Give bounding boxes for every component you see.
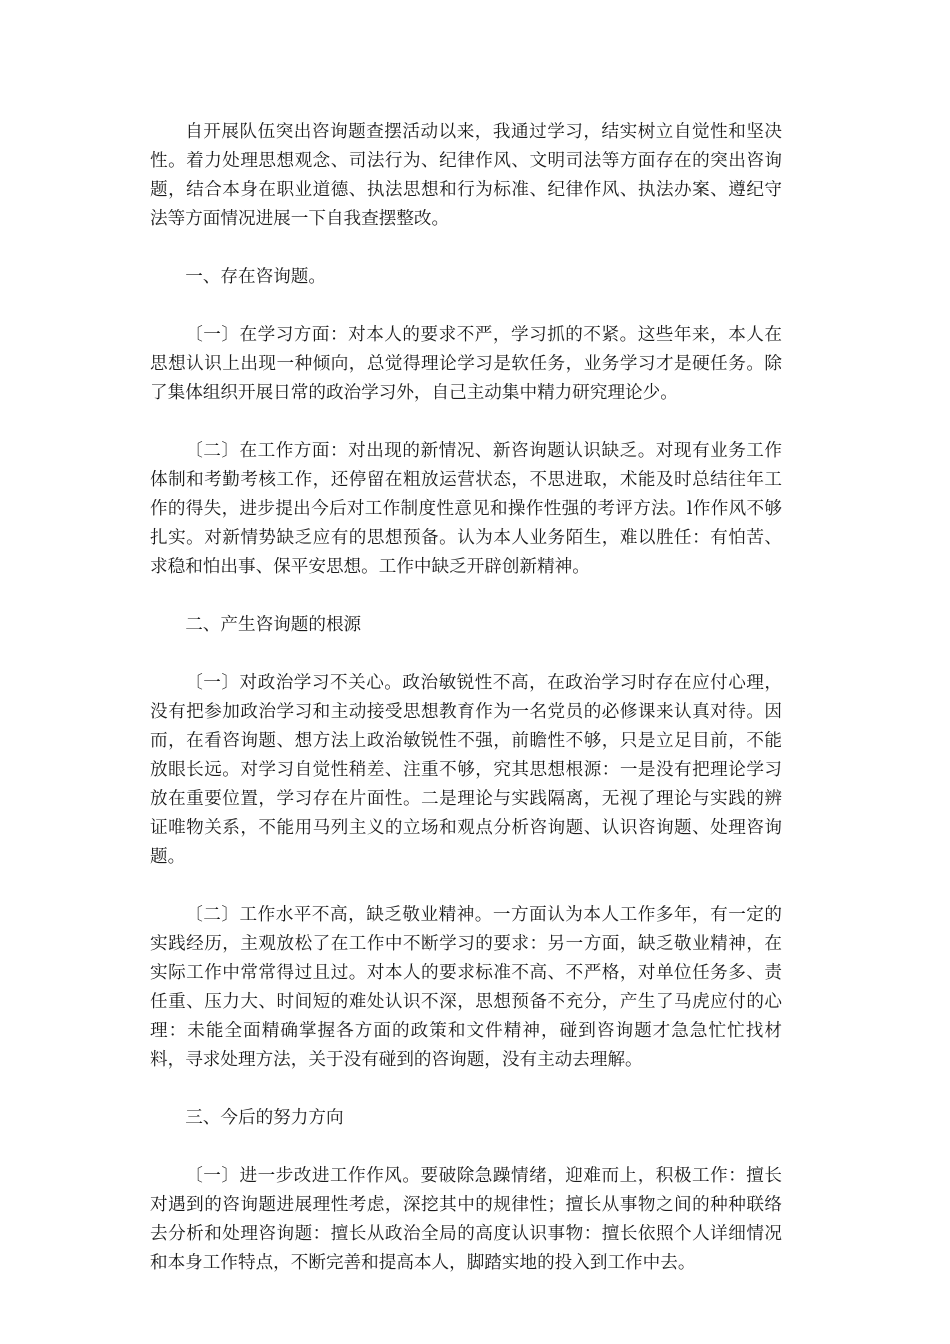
section-3-heading: 三、今后的努力方向 [185,1108,344,1128]
section-2-heading: 二、产生咨询题的根源 [185,615,362,635]
section-2-paragraph-2: 〔二〕工作水平不高，缺乏敬业精神。一方面认为本人工作多年，有一定的实践经历，主观放松了在工作中不断学习的要求：另一方面，缺乏敬业精神，在实际工作中常常得过且过。对本人的要求标准不高、不严格，对单位任务多、责任重、压力大、时间短的难处认识不深，思想预备不充分，产生了马虎应付的心理：未能全面精确掌握各方面的政策和文件精神，碰到咨询题才急急忙忙找材料，寻求处理方法，关于没有碰到的咨询题，没有主动去理解。 [150,905,782,1070]
intro-paragraph: 自开展队伍突出咨询题查摆活动以来，我通过学习，结实树立自觉性和坚决性。着力处理思想观念、司法行为、纪律作风、文明司法等方面存在的突出咨询题，结合本身在职业道德、执法思想和行为标准、纪律作风、执法办案、遵纪守法等方面情况进展一下自我查摆整改。 [150,122,782,229]
document-page [150,118,782,1307]
section-3-paragraph-1: 〔一〕进一步改进工作作风。要破除急躁情绪，迎难而上，积极工作：擅长对遇到的咨询题进展理性考虑，深挖其中的规律性；擅长从事物之间的种种联络去分析和处理咨询题：擅长从政治全局的高度认识事物：擅长依照个人详细情况和本身工作特点，不断完善和提高本人，脚踏实地的投入到工作中去。 [150,1166,782,1273]
section-1-paragraph-1: 〔一〕在学习方面：对本人的要求不严，学习抓的不紧。这些年来，本人在思想认识上出现一种倾向，总觉得理论学习是软任务，业务学习才是硬任务。除了集体组织开展日常的政治学习外，自己主动集中精力研究理论少。 [150,325,782,403]
section-1-heading: 一、存在咨询题。 [185,267,326,287]
section-2-paragraph-1: 〔一〕对政治学习不关心。政治敏锐性不高，在政治学习时存在应付心理，没有把参加政治学习和主动接受思想教育作为一名党员的必修课来认真对待。因而，在看咨询题、想方法上政治敏锐性不强，前瞻性不够，只是立足目前，不能放眼长远。对学习自觉性稍差、注重不够，究其思想根源：一是没有把理论学习放在重要位置，学习存在片面性。二是理论与实践隔离，无视了理论与实践的辨证唯物关系，不能用马列主义的立场和观点分析咨询题、认识咨询题、处理咨询题。 [150,673,782,867]
section-1-paragraph-2: 〔二〕在工作方面：对出现的新情况、新咨询题认识缺乏。对现有业务工作体制和考勤考核工作，还停留在粗放运营状态，不思进取，术能及时总结往年工作的得失，进步提出今后对工作制度性意见和操作性强的考评方法。l作作风不够扎实。对新情势缺乏应有的思想预备。认为本人业务陌生，难以胜任：有怕苦、求稳和怕出事、保平安思想。工作中缺乏开辟创新精神。 [150,441,782,577]
